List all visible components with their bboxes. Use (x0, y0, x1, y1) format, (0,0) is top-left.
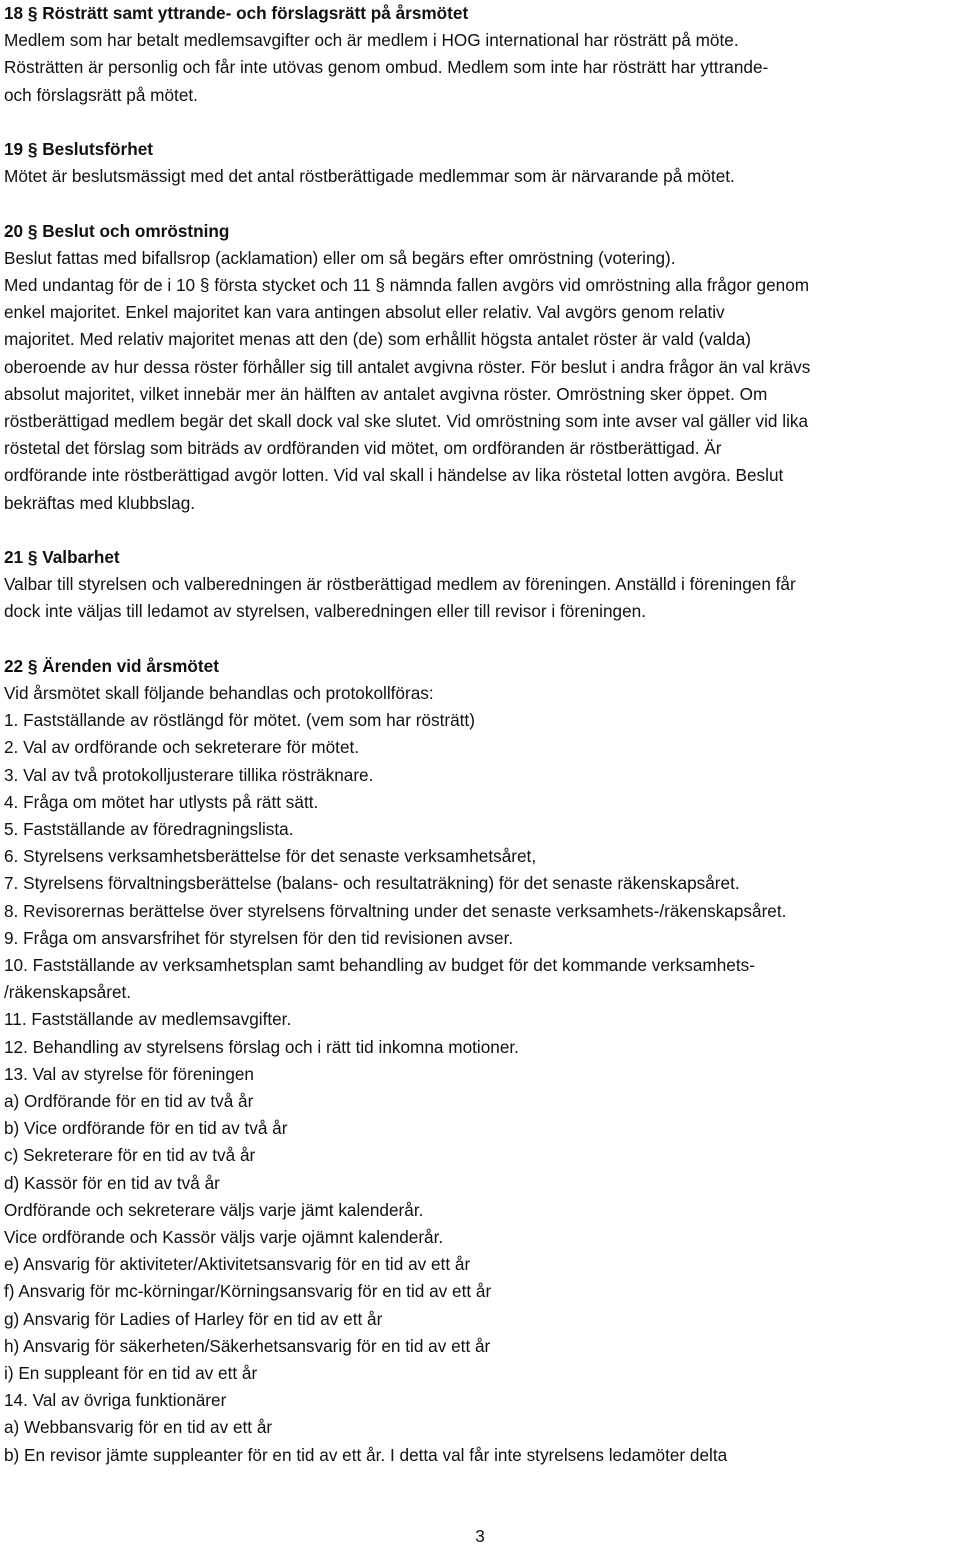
text-line: röstetal det förslag som biträds av ordföranden vid mötet, om ordföranden är röstberättigad. Är (4, 438, 722, 459)
text-line: Mötet är beslutsmässigt med det antal röstberättigade medlemmar som är närvarande på mötet. (4, 166, 735, 187)
page-number: 3 (475, 1526, 485, 1546)
text-line: Valbar till styrelsen och valberedningen är röstberättigad medlem av föreningen. Anställd i föreningen får (4, 574, 796, 595)
text-line: 3. Val av två protokolljusterare tillika rösträknare. (4, 764, 374, 785)
text-line: /räkenskapsåret. (4, 982, 132, 1003)
text-line: enkel majoritet. Enkel majoritet kan vara antingen absolut eller relativ. Val avgörs genom relativ (4, 302, 725, 323)
text-line: Medlem som har betalt medlemsavgifter och är medlem i HOG international har rösträtt på möte. (4, 30, 739, 51)
text-line: 14. Val av övriga funktionärer (4, 1390, 227, 1411)
section-heading: 18 § Rösträtt samt yttrande- och förslagsrätt på årsmötet (4, 3, 469, 23)
text-line: 13. Val av styrelse för föreningen (4, 1063, 254, 1084)
text-line: oberoende av hur dessa röster förhåller sig till antalet avgivna röster. För beslut i andra frågor än val krävs (4, 356, 811, 377)
text-line: majoritet. Med relativ majoritet menas att den (de) som erhållit högsta antalet röster är vald (valda) (4, 329, 752, 350)
section-heading: 21 § Valbarhet (4, 547, 120, 567)
text-line: g) Ansvarig för Ladies of Harley för en tid av ett år (4, 1308, 383, 1329)
text-line: Beslut fattas med bifallsrop (acklamation) eller om så begärs efter omröstning (votering). (4, 247, 676, 268)
text-line: Med undantag för de i 10 § första stycket och 11 § nämnda fallen avgörs vid omröstning alla frågor genom (4, 275, 810, 295)
text-line: c) Sekreterare för en tid av två år (4, 1145, 256, 1166)
text-line: e) Ansvarig för aktiviteter/Aktivitetsansvarig för en tid av ett år (4, 1254, 471, 1275)
text-line: Vice ordförande och Kassör väljs varje ojämnt kalenderår. (4, 1227, 444, 1247)
text-line: f) Ansvarig för mc-körningar/Körningsansvarig för en tid av ett år (4, 1281, 492, 1302)
text-line: dock inte väljas till ledamot av styrelsen, valberedningen eller till revisor i föreningen. (4, 601, 646, 622)
text-line: ordförande inte röstberättigad avgör lotten. Vid val skall i händelse av lika röstetal lotten avgöra. Beslut (4, 465, 784, 486)
text-line: d) Kassör för en tid av två år (4, 1172, 220, 1193)
text-line: 11. Fastställande av medlemsavgifter. (4, 1009, 292, 1030)
text-line: 9. Fråga om ansvarsfrihet för styrelsen för den tid revisionen avser. (4, 927, 514, 948)
text-line: b) En revisor jämte suppleanter för en tid av ett år. I detta val får inte styrelsens ledamöter delta (4, 1444, 728, 1465)
text-line: 4. Fråga om mötet har utlysts på rätt sätt. (4, 791, 319, 812)
text-line: 12. Behandling av styrelsens förslag och i rätt tid inkomna motioner. (4, 1036, 519, 1057)
section-heading: 22 § Ärenden vid årsmötet (4, 655, 219, 676)
text-line: Rösträtten är personlig och får inte utövas genom ombud. Medlem som inte har rösträtt har yttrande- (4, 57, 769, 78)
section-heading: 19 § Beslutsförhet (4, 139, 154, 159)
text-line: i) En suppleant för en tid av ett år (4, 1363, 258, 1383)
text-line: röstberättigad medlem begär det skall dock val ske slutet. Vid omröstning som inte avser val gäller vid lika (4, 411, 809, 431)
text-line: 7. Styrelsens förvaltningsberättelse (balans- och resultaträkning) för det senaste räkenskapsåret. (4, 873, 740, 894)
text-line: a) Webbansvarig för en tid av ett år (4, 1417, 273, 1438)
text-line: 2. Val av ordförande och sekreterare för mötet. (4, 737, 360, 758)
text-line: 6. Styrelsens verksamhetsberättelse för det senaste verksamhetsåret, (4, 846, 537, 867)
text-line: absolut majoritet, vilket innebär mer än hälften av antalet avgivna röster. Omröstning sker öppet. Om (4, 383, 768, 404)
text-line: 1. Fastställande av röstlängd för mötet. (vem som har rösträtt) (4, 710, 475, 731)
text-line: Ordförande och sekreterare väljs varje jämt kalenderår. (4, 1199, 424, 1220)
text-line: a) Ordförande för en tid av två år (4, 1091, 254, 1111)
text-line: och förslagsrätt på mötet. (4, 84, 198, 105)
text-line: h) Ansvarig för säkerheten/Säkerhetsansvarig för en tid av ett år (4, 1335, 491, 1356)
text-line: 8. Revisorernas berättelse över styrelsens förvaltning under det senaste verksamhets-/räkenskapsåret. (4, 900, 787, 921)
text-line: 10. Fastställande av verksamhetsplan samt behandling av budget för det kommande verksamhets- (4, 955, 755, 975)
text-line: bekräftas med klubbslag. (4, 492, 196, 513)
text-line: Vid årsmötet skall följande behandlas och protokollföras: (4, 683, 434, 703)
text-line: b) Vice ordförande för en tid av två år (4, 1118, 288, 1139)
text-line: 5. Fastställande av föredragningslista. (4, 819, 294, 839)
section-heading: 20 § Beslut och omröstning (4, 220, 230, 241)
